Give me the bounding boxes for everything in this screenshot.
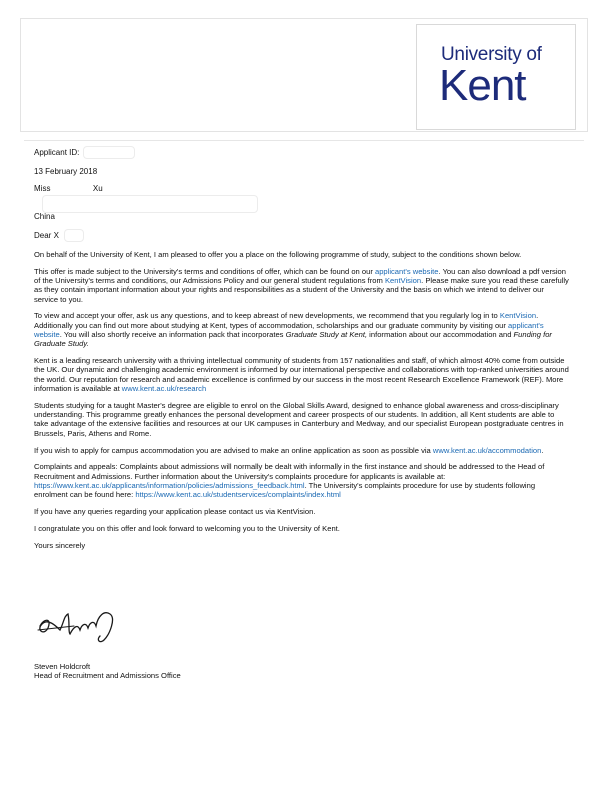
- redacted-address: [42, 195, 258, 213]
- paragraph-complaints: Complaints and appeals: Complaints about admissions will normally be dealt with informally in the first instance and should be addressed to the Head of Recruitment and Admissions. Further information about the University's complaints procedure for applicants is available at: https://www.kent.ac.uk/applicants/information/policies/admissions_feedback.html. The University's complaints procedure for use by students following enrolment can be found here: https://www.kent.ac.uk/studentservices/complaints/index.html: [34, 462, 545, 500]
- redacted-applicant-id: [83, 146, 135, 159]
- research-link[interactable]: www.kent.ac.uk/research: [121, 384, 207, 394]
- applicants-website-link[interactable]: applicant's website: [374, 266, 439, 276]
- paragraph-offer: On behalf of the University of Kent, I am pleased to offer you a place on the following programme of study, subject to the conditions shown below.: [34, 250, 522, 259]
- paragraph-terms: This offer is made subject to the University's terms and conditions of offer, which can be found on our applicant's website. You can also download a pdf version of the University's terms and conditions, our Admissions Policy and our general student regulations from KentVision. Please make sure you read these carefully as they contain important information about your rights and responsibilities as a student of the University and the basis on which we intend to deliver our service to you.: [34, 266, 569, 304]
- redacted-name: [52, 182, 82, 193]
- signer-name: Steven Holdcroft: [34, 662, 91, 671]
- signer-block: [34, 662, 181, 681]
- name-suffix: Xu: [92, 184, 103, 193]
- name-prefix: Miss: [34, 184, 51, 193]
- applicant-id-label: Applicant ID:: [34, 148, 80, 157]
- signer-title: Head of Recruitment and Admissions Office: [34, 671, 181, 681]
- applicant-id: [34, 148, 79, 158]
- kentvision-link-2[interactable]: KentVision: [499, 311, 537, 321]
- closing: Yours sincerely: [34, 540, 86, 550]
- redacted-salutation: [64, 229, 84, 242]
- paragraph-accept-offer: To view and accept your offer, ask us any questions, and to keep abreast of new developments, we recommend that you regularly log in to KentVision. Additionally you can find out more about studying at Kent, types of accommodation, scholarships and our graduate community by visiting our applicant's website. You will also shortly receive an information pack that incorporates Graduate Study at Kent, information about our accommodation and Funding for Graduate Study.: [34, 311, 552, 349]
- paragraph-congratulations: I congratulate you on this offer and look forward to welcoming you to the University of Kent.: [34, 523, 340, 533]
- applicants-website-link-2[interactable]: applicant's website: [34, 320, 544, 340]
- letter-body: [34, 250, 569, 557]
- paragraph-research: Kent is a leading research university with a thriving intellectual community of students from 157 nationalities and staff, of which almost 40% come from outside the UK. Our dynamic and challenging academic environment is informed by our international perspective and collaborations with top-ranked universities around the world. Our reputation for research and academic excellence is confirmed by our success in the most recent Research Excellence Framework (REF). More information is available at www.kent.ac.uk/research: [34, 356, 569, 394]
- paragraph-queries: If you have any queries regarding your application please contact us via KentVision.: [34, 507, 316, 517]
- logo-line-2: Kent: [439, 61, 526, 110]
- letter-date: 13 February 2018: [34, 167, 98, 176]
- university-logo: [416, 24, 576, 130]
- complaints-link[interactable]: https://www.kent.ac.uk/studentservices/complaints/index.html: [135, 490, 341, 500]
- admissions-feedback-link[interactable]: https://www.kent.ac.uk/applicants/information/policies/admissions_feedback.html: [34, 480, 305, 490]
- paragraph-accommodation: If you wish to apply for campus accommodation you are advised to make an online application as soon as possible via www.kent.ac.uk/accommodation.: [34, 445, 544, 455]
- paragraph-global-skills: Students studying for a taught Master's degree are eligible to enrol on the Global Skills Award, designed to enhance global awareness and cross-disciplinary understanding. This programme greatly enhances the personal development and career prospects of our students. In addition, all Kent students are able to take advantage of the extensive facilities and resources at our UK campuses in Canterbury and Medway, and our specialist European postgraduate centres in Brussels, Paris, Athens and Rome.: [34, 400, 564, 438]
- header-divider: [24, 140, 584, 141]
- accommodation-link[interactable]: www.kent.ac.uk/accommodation: [432, 445, 542, 455]
- recipient-country: China: [34, 212, 55, 221]
- signature-image: [34, 600, 134, 650]
- salutation: Dear X: [34, 231, 59, 240]
- logo-line-1: University of: [441, 44, 542, 65]
- kentvision-link[interactable]: KentVision: [384, 276, 422, 286]
